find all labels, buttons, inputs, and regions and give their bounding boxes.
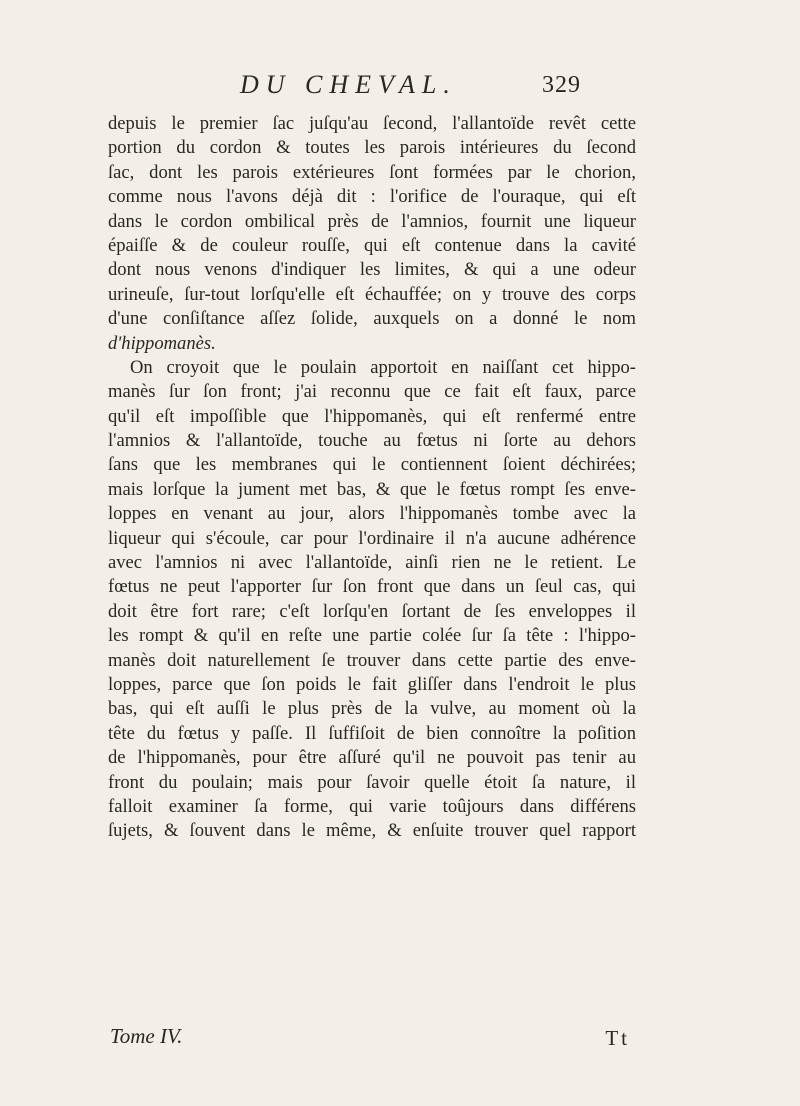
body-text bbox=[108, 112, 636, 844]
text-line: manès doit naturellement ſe trouver dans cette partie des enve- bbox=[108, 649, 636, 671]
signature-mark: Tt bbox=[605, 1026, 630, 1050]
text-line: l'amnios & l'allantoïde, touche au fœtus ni ſorte au dehors bbox=[108, 430, 636, 452]
text-line: ſujets, & ſouvent dans le même, & enſuite trouver quel rapport bbox=[108, 820, 636, 842]
paragraph-2 bbox=[108, 356, 636, 844]
text-line: de l'hippomanès, pour être aſſuré qu'il ne pouvoit pas tenir au bbox=[108, 747, 636, 769]
text-line: qu'il eſt impoſſible que l'hippomanès, qui eſt renfermé entre bbox=[108, 405, 636, 427]
text-line: épaiſſe & de couleur rouſſe, qui eſt contenue dans la cavité bbox=[108, 234, 636, 256]
text-line: ſac, dont les parois extérieures ſont formées par le chorion, bbox=[108, 161, 636, 183]
page-footer bbox=[110, 1024, 638, 1052]
text-line: liqueur qui s'écoule, car pour l'ordinaire il n'a aucune adhérence bbox=[108, 527, 636, 549]
text-line: depuis le premier ſac juſqu'au ſecond, l'allantoïde revêt cette bbox=[108, 113, 636, 134]
text-line: dont nous venons d'indiquer les limites, & qui a une odeur bbox=[108, 259, 636, 281]
text-line: mais lorſque la jument met bas, & que le fœtus rompt ſes enve- bbox=[108, 478, 636, 500]
text-line: doit être fort rare; c'eſt lorſqu'en ſortant de ſes enveloppes il bbox=[108, 600, 636, 622]
text-line: portion du cordon & toutes les parois intérieures du ſecond bbox=[108, 137, 636, 159]
text-line: manès ſur ſon front; j'ai reconnu que ce fait eſt faux, parce bbox=[108, 381, 636, 403]
text-line: bas, qui eſt auſſi le plus près de la vulve, au moment où la bbox=[108, 698, 636, 720]
text-line: On croyoit que le poulain apportoit en naiſſant cet hippo- bbox=[130, 356, 636, 378]
text-line: front du poulain; mais pour ſavoir quelle étoit ſa nature, il bbox=[108, 771, 636, 793]
text-line: comme nous l'avons déjà dit : l'orifice de l'ouraque, qui eſt bbox=[108, 186, 636, 208]
volume-label: Tome IV. bbox=[110, 1024, 183, 1048]
text-line: loppes, parce que ſon poids le fait gliſſer dans l'endroit le plus bbox=[108, 673, 636, 695]
text-line: dans le cordon ombilical près de l'amnios, fournit une liqueur bbox=[108, 210, 636, 232]
paragraph-1 bbox=[108, 112, 636, 356]
text-line: les rompt & qu'il en reſte une partie colée ſur ſa tête : l'hippo- bbox=[108, 625, 636, 647]
text-line: d'hippomanès. bbox=[108, 332, 216, 354]
page-number: 329 bbox=[542, 72, 581, 98]
text-line: ſans que les membranes qui le contiennent ſoient déchirées; bbox=[108, 454, 636, 476]
text-line: falloit examiner ſa forme, qui varie toûjours dans différens bbox=[108, 795, 636, 817]
running-title: DU CHEVAL. bbox=[240, 70, 457, 99]
text-line: tête du fœtus y paſſe. Il ſuffiſoit de bien connoître la poſition bbox=[108, 722, 636, 744]
text-line: urineuſe, ſur-tout lorſqu'elle eſt échauffée; on y trouve des corps bbox=[108, 283, 636, 305]
text-line: avec l'amnios ni avec l'allantoïde, ainſi rien ne le retient. Le bbox=[108, 552, 636, 574]
text-line: loppes en venant au jour, alors l'hippomanès tombe avec la bbox=[108, 503, 636, 525]
text-line: fœtus ne peut l'apporter ſur ſon front que dans un ſeul cas, qui bbox=[108, 576, 636, 598]
text-line: d'une conſiſtance aſſez ſolide, auxquels on a donné le nom bbox=[108, 308, 636, 330]
